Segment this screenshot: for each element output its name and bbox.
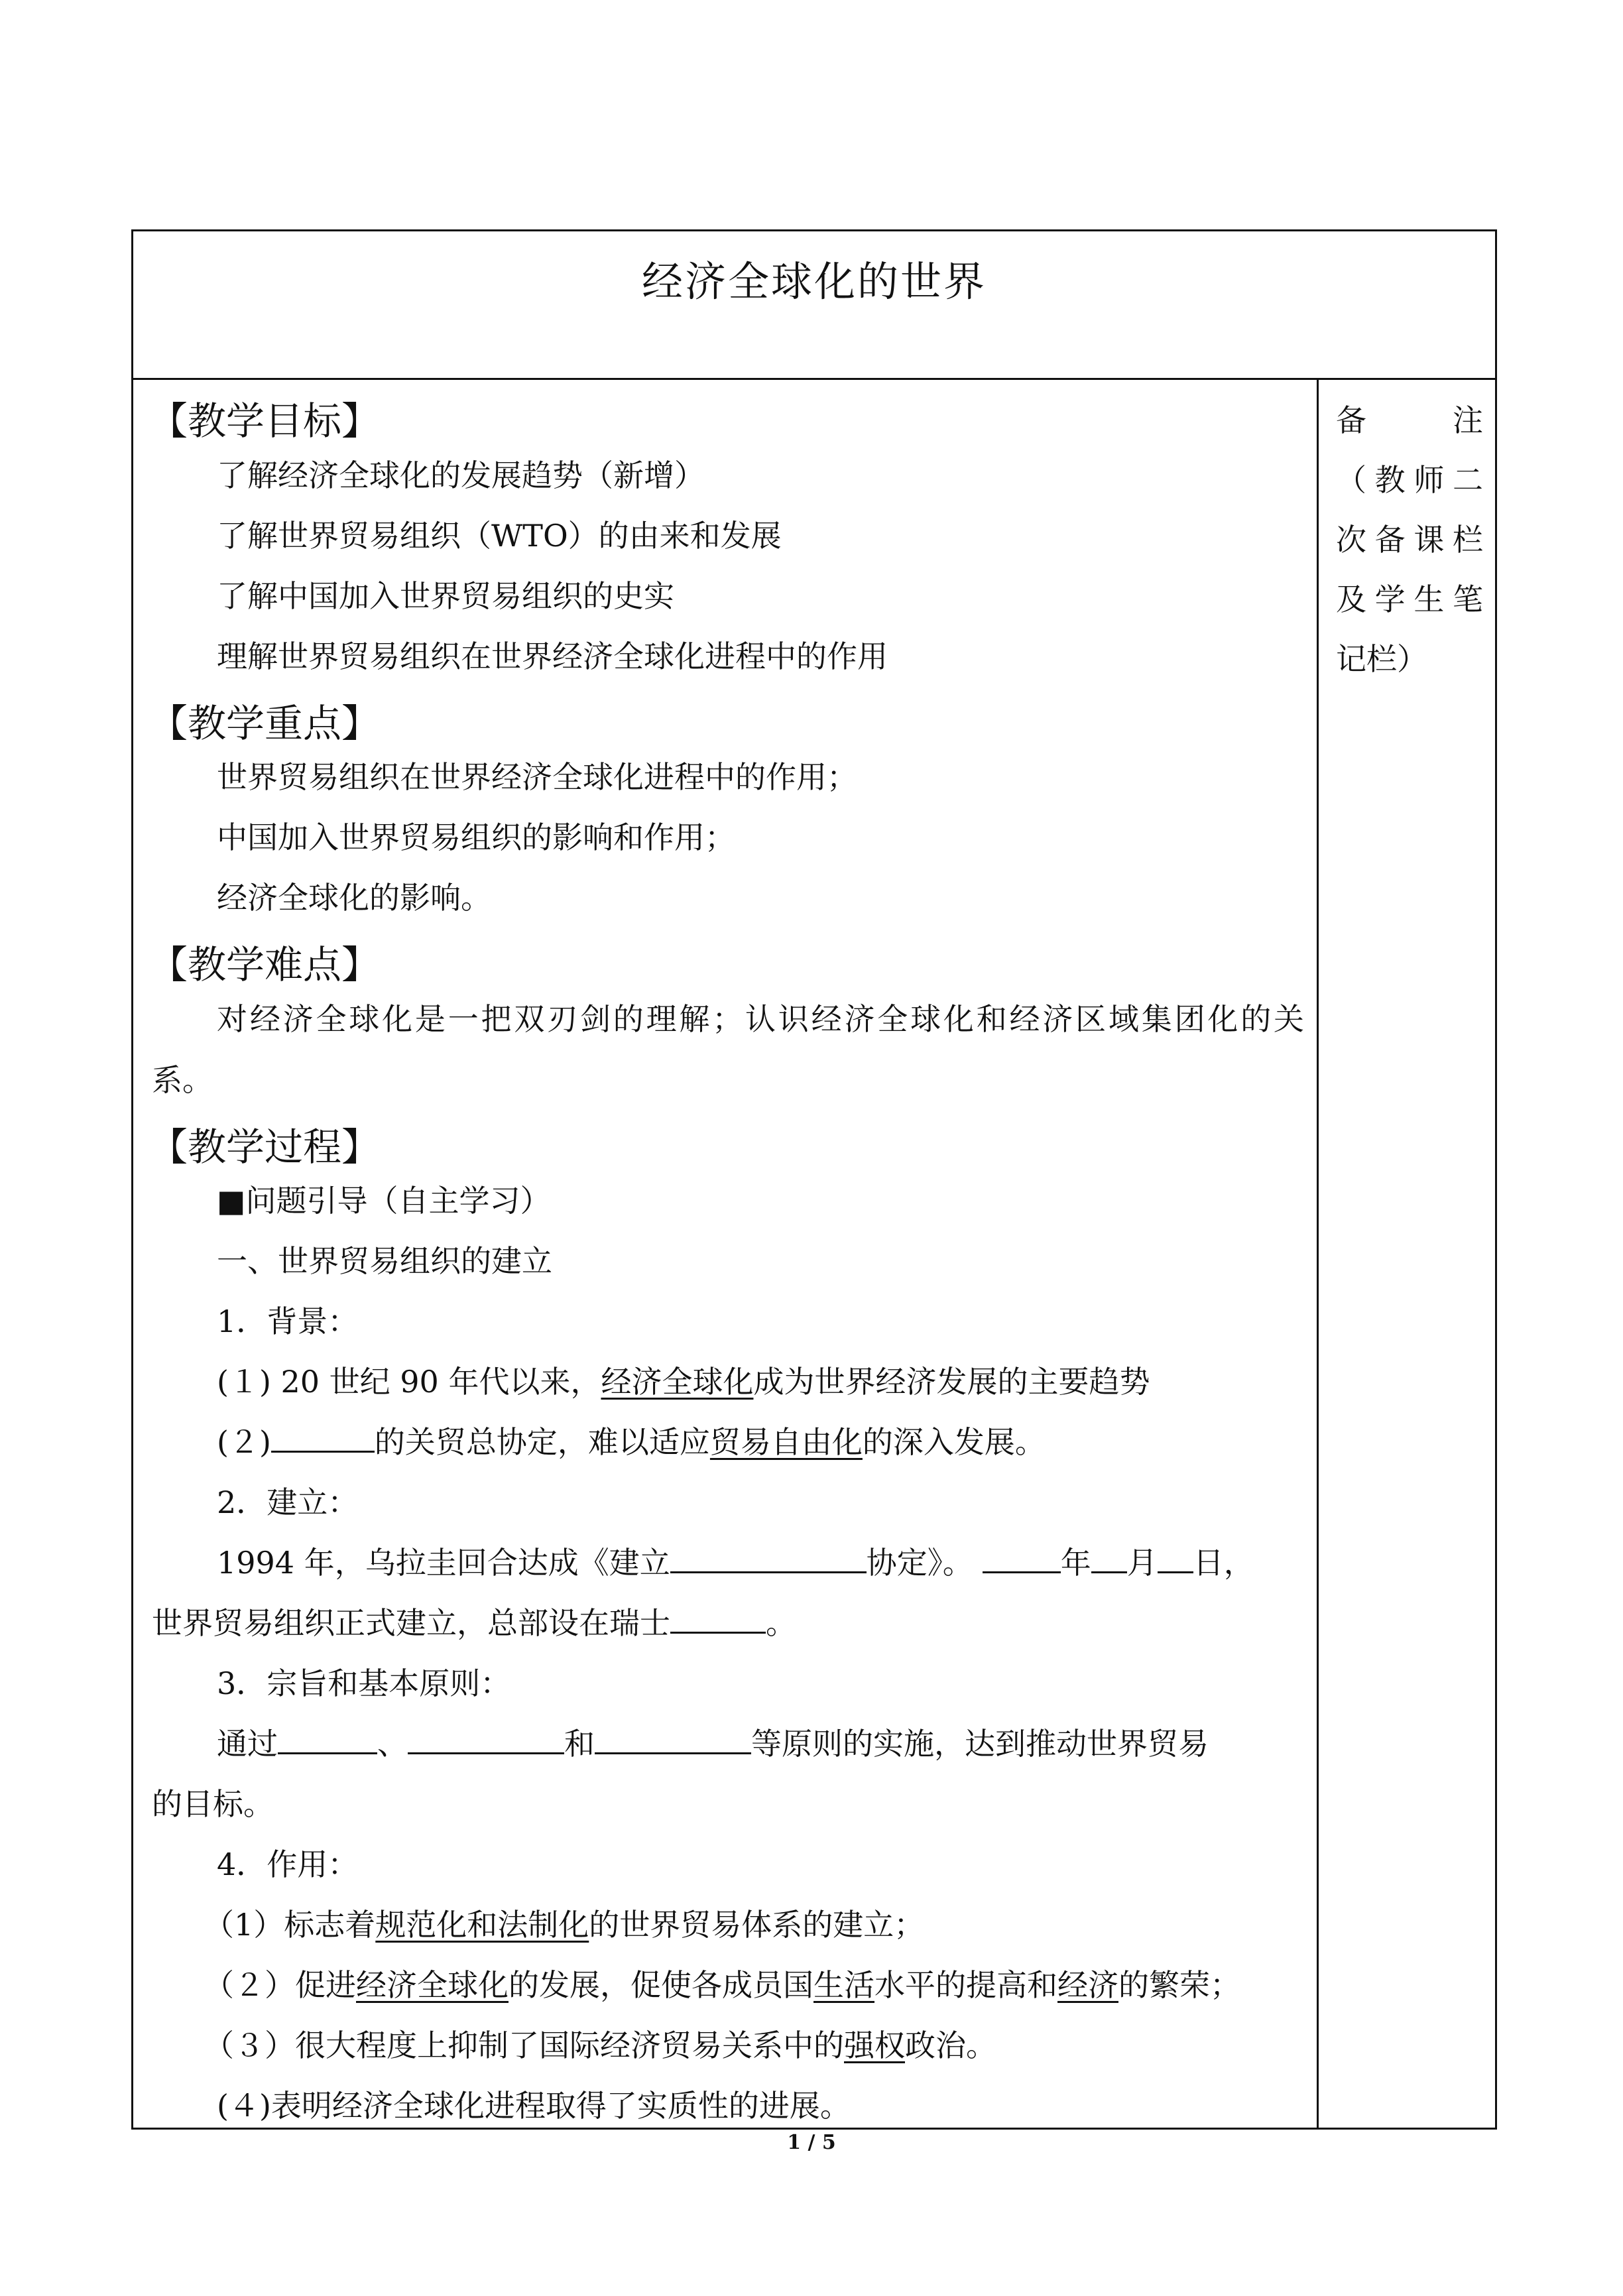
fill-blank[interactable] bbox=[983, 1545, 1061, 1573]
goal-item: 了解中国加入世界贸易组织的史实 bbox=[217, 578, 674, 614]
goal-item: 理解世界贸易组织在世界经济全球化进程中的作用 bbox=[217, 638, 888, 674]
text-run: (２) bbox=[217, 1424, 271, 1460]
key-point-item: 世界贸易组织在世界经济全球化进程中的作用； bbox=[217, 759, 857, 795]
notes-line: （教师二 bbox=[1336, 462, 1483, 498]
text-run: 和 bbox=[564, 1726, 595, 1762]
text-run: 世界贸易组织正式建立，总部设在瑞士 bbox=[152, 1605, 670, 1641]
establish-line-1 bbox=[217, 1544, 1304, 1581]
notes-line: 次备课栏 bbox=[1336, 522, 1483, 558]
fill-blank[interactable] bbox=[278, 1726, 377, 1754]
part-heading: 一、世界贸易组织的建立 bbox=[217, 1243, 552, 1279]
text-run: 的发展，促使各成员国 bbox=[509, 1967, 813, 2003]
text-run: 的世界贸易体系的建立； bbox=[589, 1907, 925, 1943]
text-run: 。 bbox=[766, 1605, 796, 1641]
difficulty-text: 对经济全球化是一把双刃剑的理解；认识经济全球化和经济区域集团化的关 bbox=[217, 1001, 1304, 1037]
text-run: 通过 bbox=[217, 1726, 278, 1762]
goal-item: 了解经济全球化的发展趋势（新增） bbox=[217, 457, 705, 493]
text-run: 日， bbox=[1193, 1545, 1254, 1581]
text-run: 成为世界经济发展的主要趋势 bbox=[753, 1364, 1150, 1400]
subsection-label: 1．背景： bbox=[217, 1303, 359, 1339]
fill-blank[interactable] bbox=[595, 1726, 751, 1754]
text-run: 月 bbox=[1126, 1545, 1158, 1581]
subsection-label: 4．作用： bbox=[217, 1846, 359, 1882]
underlined-answer: 经济 bbox=[1057, 1967, 1118, 2003]
fill-blank[interactable] bbox=[1158, 1545, 1193, 1573]
text-run: （1）标志着 bbox=[204, 1907, 376, 1943]
notes-column bbox=[1319, 380, 1495, 2128]
role-item-4: (４)表明经济全球化进程取得了实质性的进展。 bbox=[217, 2088, 851, 2124]
text-run: 的关贸总协定，难以适应 bbox=[374, 1424, 710, 1460]
subsection-label: 3．宗旨和基本原则： bbox=[217, 1665, 511, 1701]
underlined-answer: 规范化和法制化 bbox=[375, 1907, 589, 1943]
content-cell bbox=[133, 380, 1319, 2128]
text-run: 等原则的实施，达到推动世界贸易 bbox=[751, 1726, 1209, 1762]
background-item-2 bbox=[217, 1423, 1304, 1461]
fill-blank[interactable] bbox=[670, 1605, 766, 1634]
page-number: 1 / 5 bbox=[787, 2131, 836, 2154]
principle-line-2: 的目标。 bbox=[152, 1786, 274, 1822]
establish-line-2 bbox=[152, 1604, 1305, 1642]
role-item-3 bbox=[204, 2027, 1389, 2064]
text-run: 政治。 bbox=[905, 2027, 996, 2063]
underlined-answer: 生活 bbox=[813, 1967, 874, 2003]
principle-line-1 bbox=[217, 1725, 1304, 1762]
difficulty-text-cont: 系。 bbox=[152, 1062, 213, 1098]
role-item-1 bbox=[204, 1906, 1389, 1943]
goal-item: 了解世界贸易组织（WTO）的由来和发展 bbox=[217, 518, 782, 554]
underlined-answer: 经济全球化 bbox=[356, 1967, 509, 2003]
heading-key-points: 【教学重点】 bbox=[149, 701, 381, 746]
fill-blank[interactable] bbox=[1091, 1545, 1127, 1573]
notes-line: 备 注 bbox=[1336, 402, 1483, 438]
key-point-item: 中国加入世界贸易组织的影响和作用； bbox=[217, 819, 735, 855]
page-title: 经济全球化的世界 bbox=[641, 257, 987, 306]
subsection-label: 2．建立： bbox=[217, 1484, 359, 1520]
text-run: 协定》。 bbox=[866, 1545, 973, 1581]
text-run: （３）很大程度上抑制了国际经济贸易关系中的 bbox=[204, 2027, 844, 2063]
role-item-2 bbox=[204, 1966, 1389, 2004]
text-run: 的深入发展。 bbox=[862, 1424, 1046, 1460]
text-run: 水平的提高和 bbox=[874, 1967, 1057, 2003]
fill-blank[interactable] bbox=[670, 1545, 867, 1573]
lesson-plan-table bbox=[131, 229, 1497, 2130]
key-point-item: 经济全球化的影响。 bbox=[217, 880, 491, 916]
fill-blank[interactable] bbox=[408, 1726, 564, 1754]
text-run: 、 bbox=[377, 1726, 408, 1762]
title-cell bbox=[133, 231, 1495, 380]
notes-line: 记栏） bbox=[1336, 641, 1427, 677]
underlined-answer: 经济全球化 bbox=[601, 1364, 754, 1400]
underlined-answer: 强权 bbox=[844, 2027, 905, 2063]
text-run: （２）促进 bbox=[204, 1967, 356, 2003]
background-item-1 bbox=[217, 1363, 1304, 1400]
underlined-answer: 贸易自由化 bbox=[709, 1424, 863, 1460]
text-run: 1994 年，乌拉圭回合达成《建立 bbox=[217, 1545, 670, 1581]
notes-line: 及学生笔 bbox=[1336, 581, 1483, 617]
heading-teaching-goals: 【教学目标】 bbox=[149, 398, 381, 444]
fill-blank[interactable] bbox=[271, 1424, 375, 1453]
heading-teaching-process: 【教学过程】 bbox=[149, 1124, 381, 1170]
text-run: (１) 20 世纪 90 年代以来， bbox=[217, 1364, 601, 1400]
heading-difficulties: 【教学难点】 bbox=[149, 942, 381, 987]
guide-label: ■问题引导（自主学习） bbox=[217, 1183, 551, 1219]
text-run: 年 bbox=[1060, 1545, 1091, 1581]
text-run: 的繁荣； bbox=[1118, 1967, 1240, 2003]
